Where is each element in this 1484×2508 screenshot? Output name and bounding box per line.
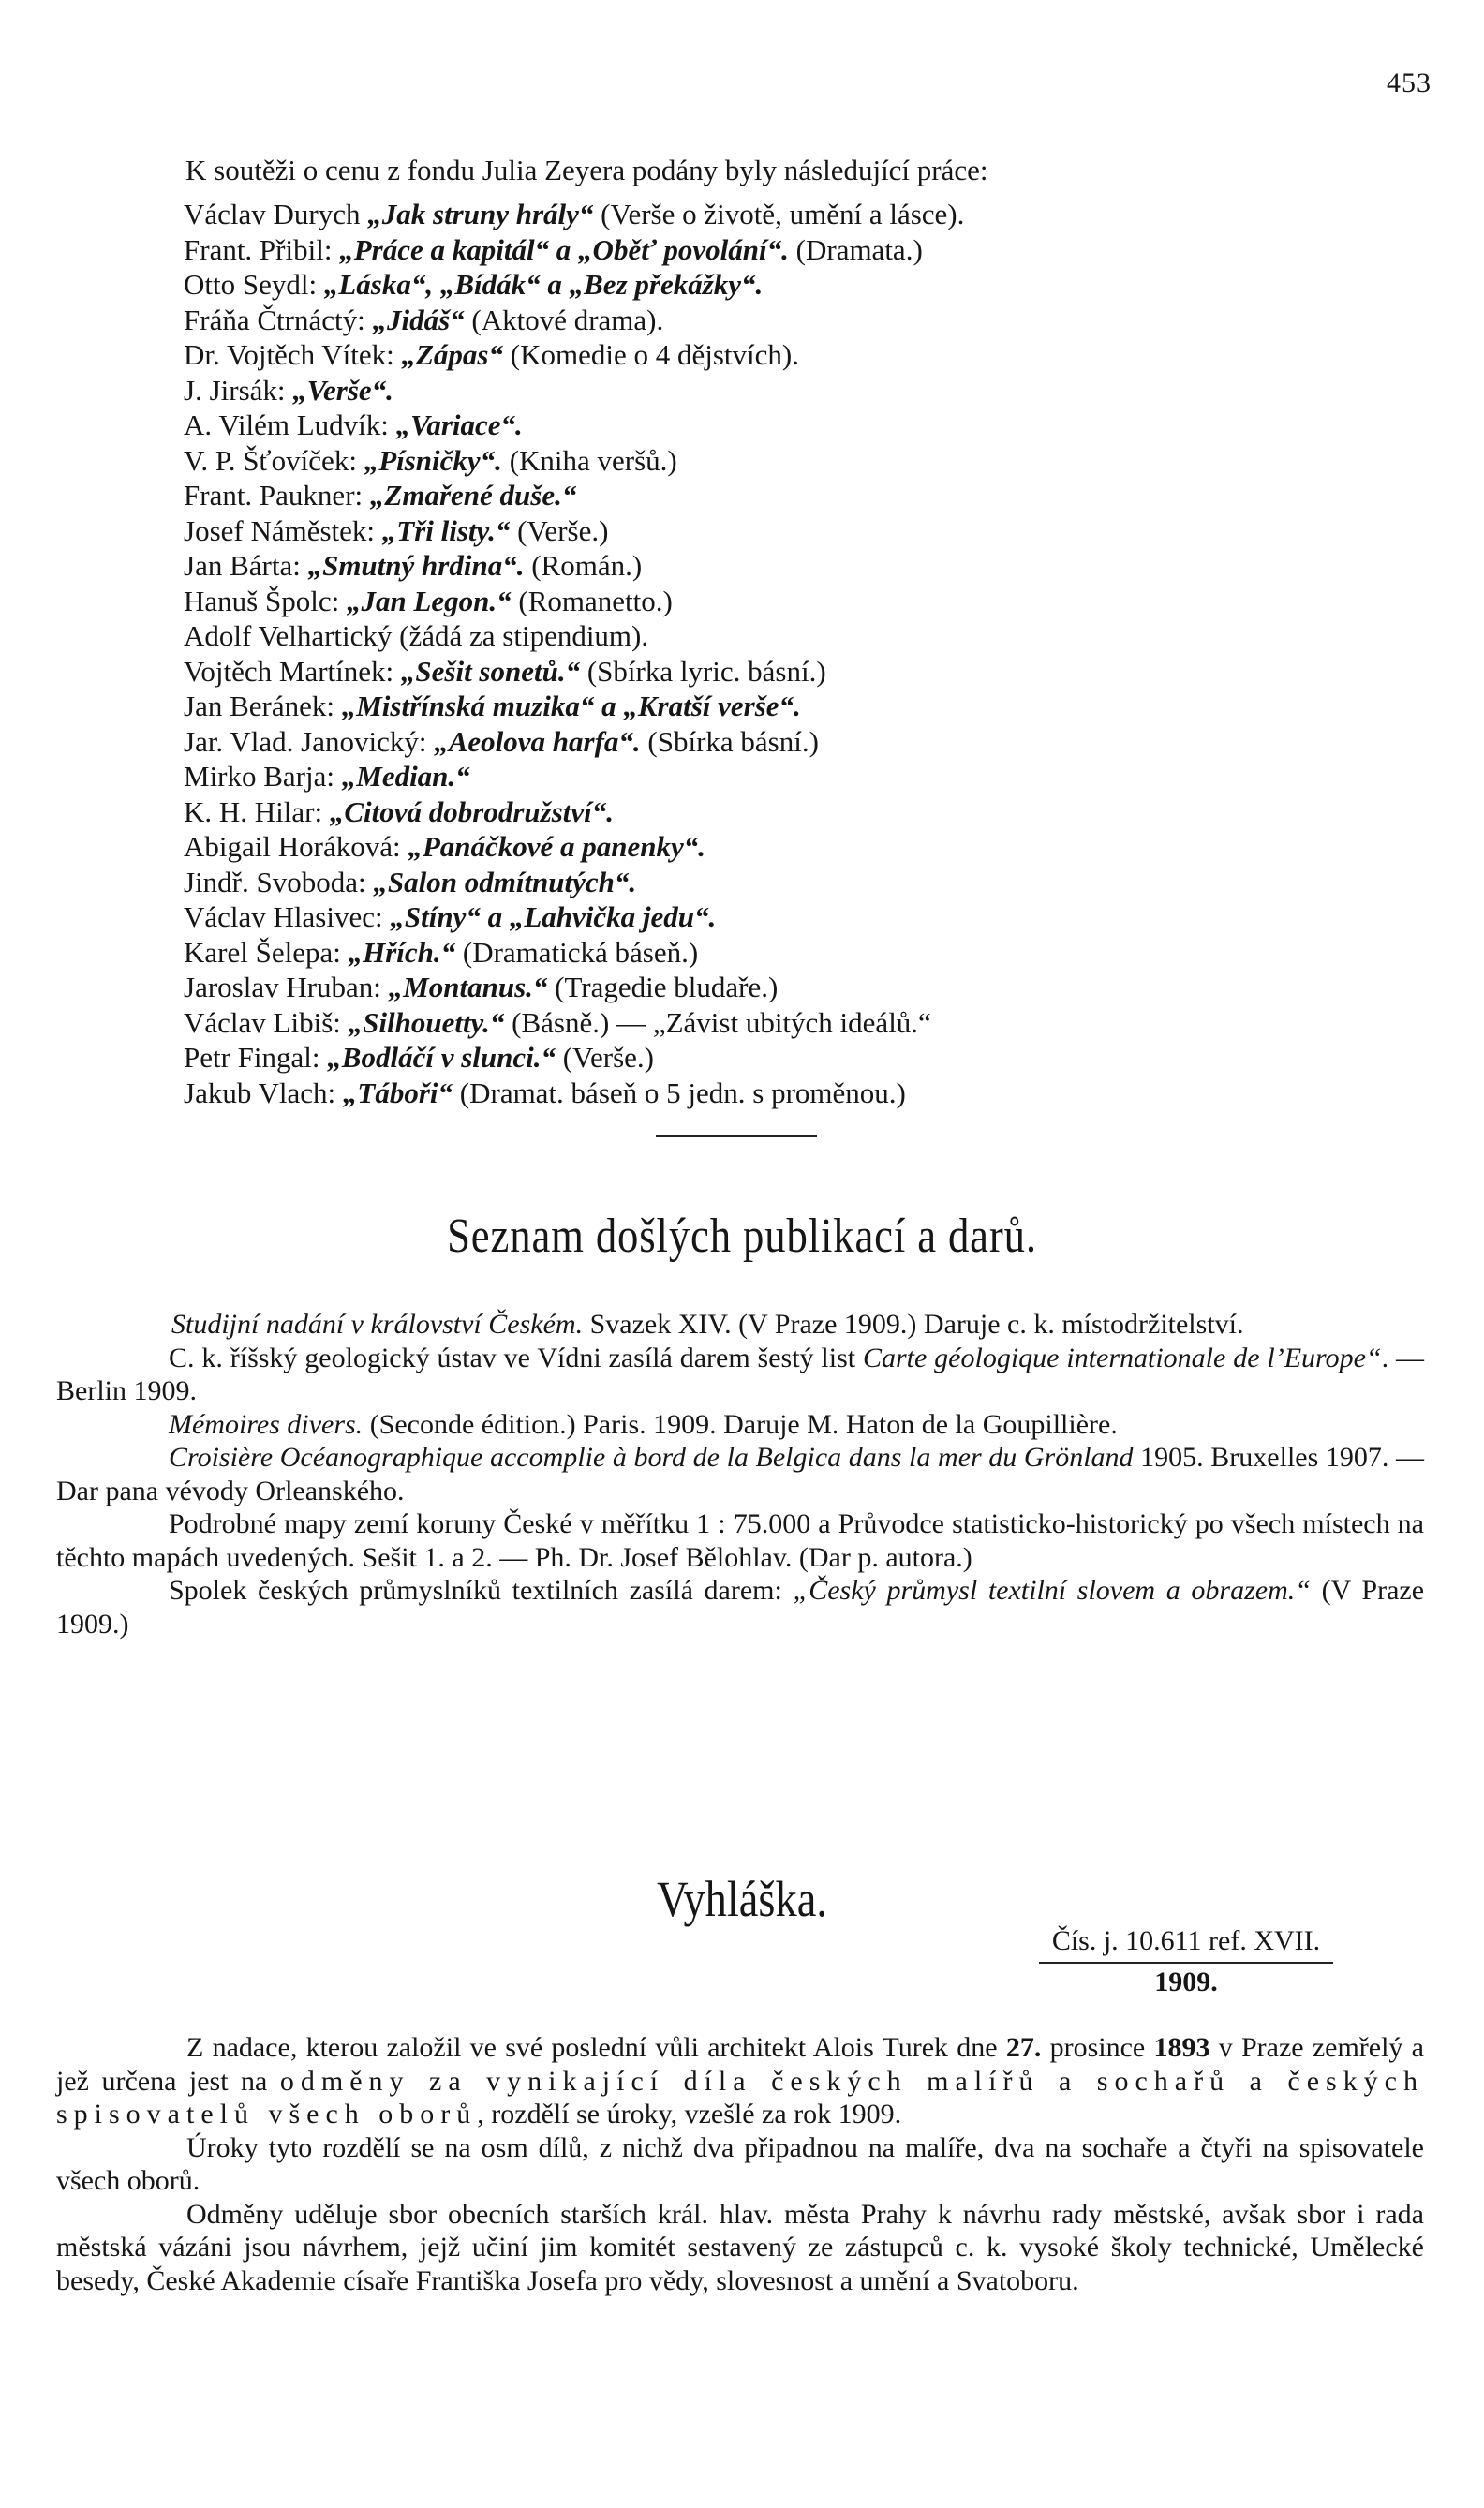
list-item (184, 1076, 964, 1111)
publication-entry (56, 1342, 1424, 1408)
publication-title: Studijní nadání v království Českém. (171, 1309, 584, 1340)
date-year: 1893 (1153, 2032, 1210, 2063)
list-item (184, 337, 964, 373)
list-item (184, 935, 964, 971)
list-item (184, 408, 964, 443)
entry-note: (Komedie o 4 dějstvích). (503, 338, 799, 371)
publication-text: Podrobné mapy zemí koruny České v měřítku 1 : 75.000 a Průvodce statisticko-historický po všech místech na těchto mapách uvedených. Sešit 1. a 2. — Ph. Dr. Josef Bělohlav. (Dar p. autora.) (56, 1508, 1424, 1573)
list-item (184, 689, 964, 724)
entry-author: Jakub Vlach: (184, 1076, 343, 1109)
entry-works: „Tři listy.“ (381, 513, 511, 547)
list-item (184, 584, 964, 619)
date-day: 27. (1005, 2032, 1042, 2063)
list-item (184, 513, 964, 549)
announcement-paragraph: Odměny uděluje sbor obecních starších král. hlav. města Prahy k návrhu rady městské, avšak sbor i rada městská vázáni jsou návrhem, jejž učiní jim komitét sestavený ze zástupců c. k. vysoké školy technické, Umělecké besedy, České Akademie císaře Františka Josefa pro vědy, slovesnost a umění a Svatoboru. (56, 2198, 1424, 2296)
text-run: , rozdělí se úroky, vzešlé za rok 1909. (477, 2099, 902, 2130)
announcement-body (56, 2031, 1424, 2297)
entry-works: „Citová dobrodružství“. (329, 794, 614, 828)
list-item (184, 267, 964, 303)
entry-note: (Dramat. báseň o 5 jedn. s proměnou.) (453, 1076, 906, 1109)
entry-author: Václav Hlasivec: (184, 900, 391, 933)
entry-works: „Jak struny hrály“ (367, 198, 594, 230)
entry-author: V. P. Šťovíček: (184, 443, 364, 477)
text-run: v Praze zemřelý a jež určena jest na (56, 2032, 1424, 2097)
announcement-paragraph: Úroky tyto rozdělí se na osm dílů, z nichž dva připadnou na malíře, dva na sochaře a čtyři na spisovatele všech oborů. (56, 2131, 1424, 2196)
entry-works: „Mistřínská muzika“ a „Kratší verše“. (341, 690, 801, 722)
entry-note: (Tragedie bludaře.) (547, 971, 779, 1003)
entry-works: „Táboři“ (342, 1076, 453, 1109)
entry-note: (Román.) (524, 549, 643, 582)
entry-note: (Dramata.) (788, 232, 923, 266)
list-item (184, 724, 964, 760)
section-divider (656, 1135, 817, 1137)
entry-works: „Montanus.“ (388, 971, 548, 1003)
entry-works: „Zápas“ (401, 338, 503, 371)
list-item (184, 303, 964, 338)
reference-block (989, 1922, 1383, 2001)
entry-author: Mirko Barja: (184, 760, 342, 793)
entry-author: Karel Šelepa: (184, 935, 349, 969)
publication-entry (56, 1308, 1424, 1342)
entry-author: Otto Seydl: (184, 268, 324, 301)
entry-note: (Básně.) — „Závist ubitých ideálů.“ (504, 1005, 931, 1039)
reference-number: Čís. j. 10.611 ref. XVII. (1039, 1922, 1333, 1964)
publications-list (56, 1308, 1424, 1640)
list-item (184, 478, 964, 513)
list-item (184, 232, 964, 268)
publication-entry (56, 1408, 1424, 1442)
entry-works: „Verše“. (292, 373, 393, 407)
publication-title: Mémoires divers. (169, 1408, 364, 1440)
entry-note: (Sbírka lyric. básní.) (580, 654, 826, 688)
publication-title: Carte géologique internationale de l’Europe“ (862, 1342, 1382, 1373)
entry-author: Jaroslav Hruban: (184, 971, 389, 1003)
entry-author: Vojtěch Martínek: (184, 654, 401, 688)
entry-works: „Práce a kapitál“ a „Oběť povolání“. (339, 232, 789, 266)
entry-author: Jindř. Svoboda: (184, 865, 374, 898)
publication-tail: (V Praze 1909.) (56, 1575, 1425, 1640)
list-item (184, 865, 964, 900)
text-run: Z nadace, kterou založil ve své poslední vůli architekt Alois Turek dne (186, 2032, 1006, 2063)
entry-works: „Jidáš“ (372, 303, 465, 336)
intro-line: K soutěži o cenu z fondu Julia Zeyera podány byly následující práce: (186, 154, 988, 186)
entry-author: Hanuš Špolc: (184, 584, 347, 617)
entry-works: „Smutný hrdina“. (307, 549, 525, 582)
entry-works: „Jan Legon.“ (346, 584, 512, 617)
entry-author: Jar. Vlad. Janovický: (184, 724, 435, 758)
publication-text: Spolek českých průmyslníků textilních zasílá darem: (169, 1575, 794, 1606)
list-item (184, 373, 964, 408)
list-item (184, 197, 964, 232)
publication-title: „Český průmysl textilní slovem a obrazem.“ (793, 1575, 1311, 1606)
announcement-paragraph (56, 2031, 1424, 2131)
entry-author: Jan Beránek: (184, 690, 342, 722)
entry-works: „Zmařené duše.“ (369, 479, 577, 512)
publication-entry (56, 1441, 1424, 1507)
list-item (184, 794, 964, 830)
entry-author: Abigail Horáková: (184, 830, 408, 863)
entry-author: Václav Durych (184, 198, 368, 230)
list-item (184, 654, 964, 690)
entry-author: Josef Náměstek: (184, 513, 382, 547)
entry-works: „Hřích.“ (348, 935, 456, 969)
entry-author: Petr Fingal: (184, 1041, 328, 1074)
entry-works: „Panáčkové a panenky“. (408, 830, 706, 863)
entry-author: Jan Bárta: (184, 549, 308, 582)
publication-text: Svazek XIV. (V Praze 1909.) Daruje c. k. místodržitelství. (583, 1309, 1244, 1340)
entry-works: „Sešit sonetů.“ (400, 654, 581, 688)
entry-note: (Verše o životě, umění a lásce). (593, 198, 965, 230)
reference-year: 1909. (1154, 1966, 1218, 1997)
announcement-heading: Vyhláška. (657, 1871, 827, 1927)
entry-author: J. Jirsák: (184, 373, 293, 407)
publication-text: C. k. říšský geologický ústav ve Vídni zasílá darem šestý list (169, 1342, 863, 1373)
entry-note: (Sbírka básní.) (640, 724, 819, 758)
list-item (184, 1040, 964, 1076)
list-item (184, 829, 964, 865)
publications-heading: Seznam došlých publikací a darů. (447, 1209, 1037, 1263)
list-item (184, 1005, 964, 1041)
spaced-emphasis: odměny za vynikající díla českých malířů a sochařů a českých spisovatelů všech oborů (56, 2065, 1425, 2130)
entry-works: „Láska“, „Bídák“ a „Bez překážky“. (323, 268, 764, 301)
entry-author: Fráňa Čtrnáctý: (184, 303, 373, 336)
entry-works: „Stíny“ a „Lahvička jedu“. (390, 900, 717, 933)
list-item (184, 443, 964, 479)
entry-works: „Variace“. (395, 408, 523, 441)
publication-entry (56, 1574, 1424, 1640)
entry-works: „Silhouetty.“ (348, 1005, 505, 1039)
list-item (184, 899, 964, 935)
publication-title: Croisière Océanographique accomplie à bord de la Belgica dans la mer du Grönland (169, 1442, 1134, 1473)
entry-note: (Dramatická báseň.) (455, 935, 699, 969)
text-run: prosince (1041, 2032, 1154, 2063)
list-item (184, 548, 964, 584)
entry-author: Dr. Vojtěch Vítek: (184, 338, 402, 371)
entry-works: „Bodláčí v slunci.“ (327, 1041, 556, 1074)
entry-author: A. Vilém Ludvík: (184, 408, 396, 441)
entry-author: Frant. Přibil: (184, 232, 340, 266)
list-item (184, 970, 964, 1005)
submission-list (184, 197, 964, 1110)
entry-author: Václav Libiš: (184, 1005, 349, 1039)
entry-works: „Aeolova harfa“. (434, 724, 641, 758)
list-item (184, 618, 964, 654)
entry-works: „Median.“ (341, 760, 470, 793)
publication-text: 1905. Bruxelles 1907. — Dar pana vévody Orleanského. (56, 1442, 1424, 1506)
entry-note: (Aktové drama). (464, 303, 664, 336)
entry-note: (Verše.) (555, 1041, 654, 1074)
publication-entry (56, 1507, 1424, 1574)
entry-note: (Verše.) (510, 513, 609, 547)
publication-text: (Seconde édition.) Paris. 1909. Daruje M. Haton de la Goupillière. (363, 1408, 1118, 1440)
entry-author: Frant. Paukner: (184, 479, 370, 512)
entry-author: Adolf Velhartický (žádá za stipendium). (184, 619, 649, 652)
entry-author: K. H. Hilar: (184, 794, 330, 828)
entry-works: „Salon odmítnutých“. (373, 865, 637, 898)
entry-works: „Písničky“. (364, 443, 502, 477)
page-number: 453 (1387, 67, 1432, 98)
entry-note: (Kniha veršů.) (501, 443, 677, 477)
publication-tail: . — Berlin 1909. (56, 1342, 1424, 1406)
entry-note: (Romanetto.) (511, 584, 673, 617)
list-item (184, 759, 964, 794)
